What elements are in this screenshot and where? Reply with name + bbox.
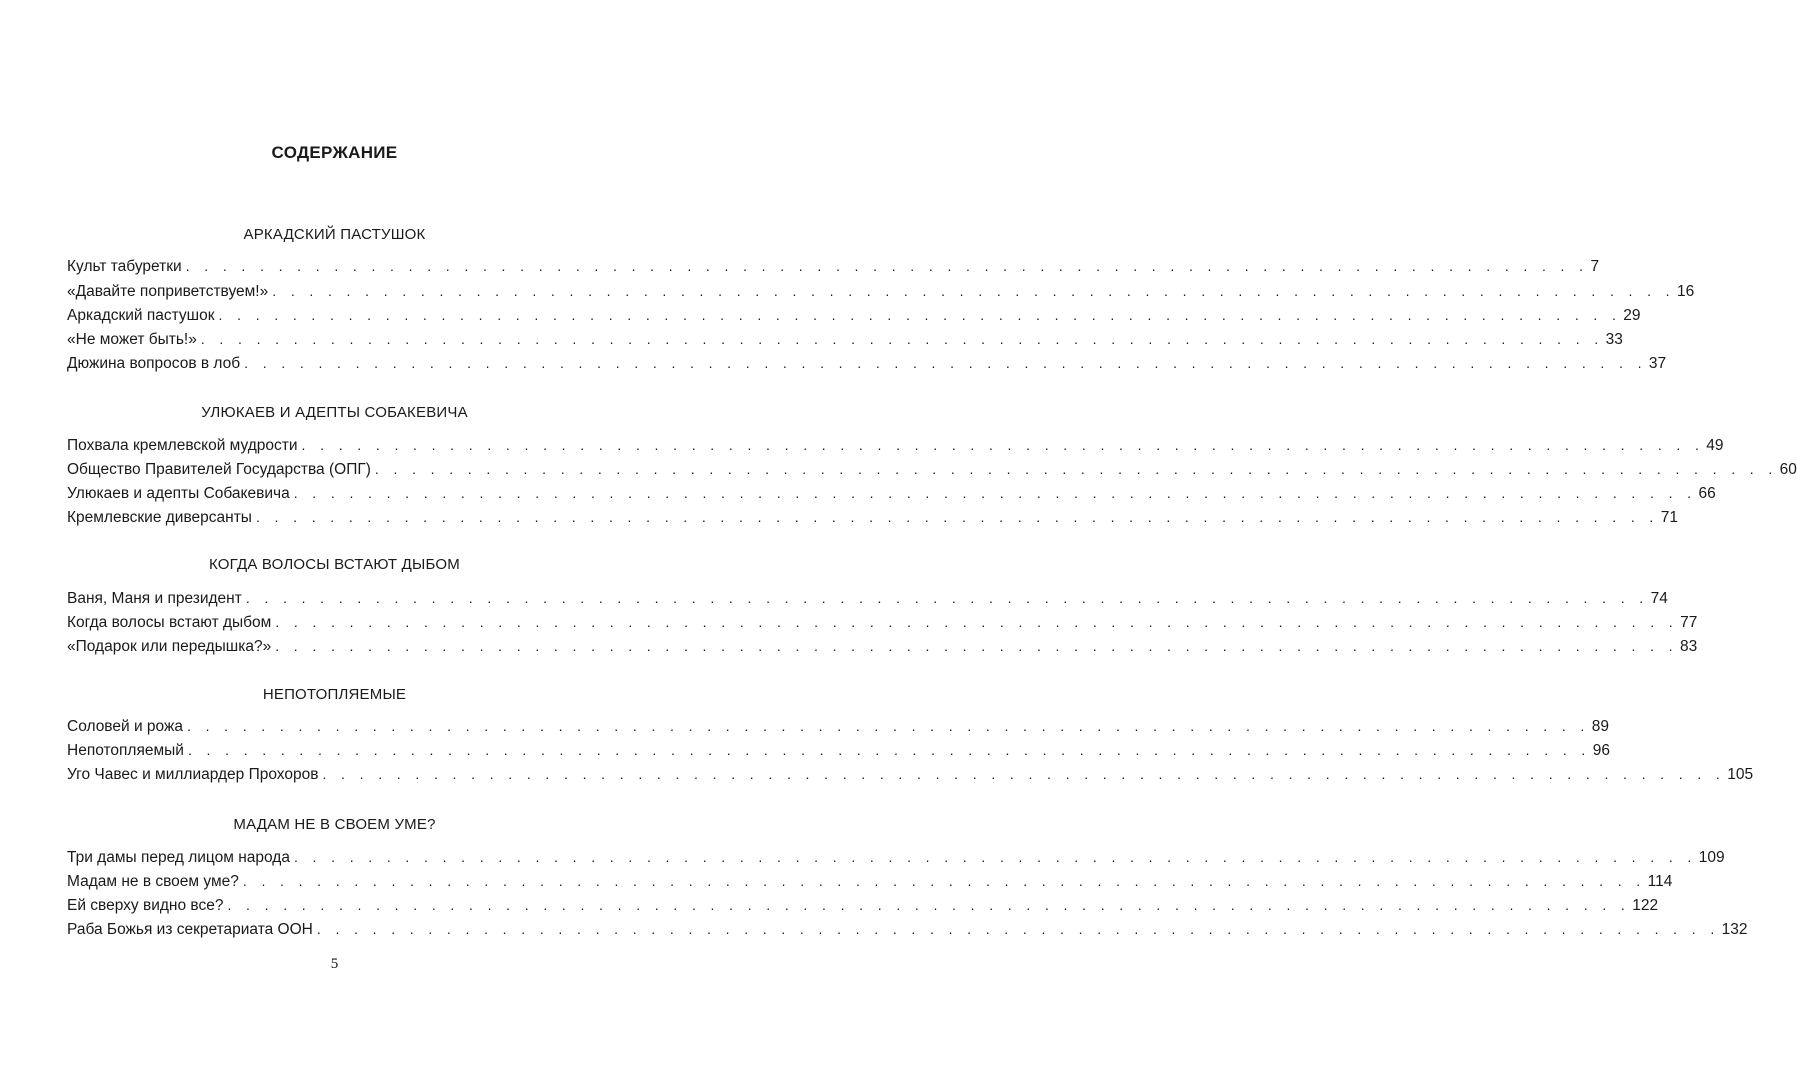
dot-leader: . . . . . . . . . . . . . . . . . . . . . . . . . . . . . . . . . . . . . . . . . . . . . . . . . . . . . . . . . . . . . . . . . . . . . . . . . . . . <box>200 331 1604 347</box>
dot-leader: . . . . . . . . . . . . . . . . . . . . . . . . . . . . . . . . . . . . . . . . . . . . . . . . . . . . . . . . . . . . . . . . . . . . . . . . . . . . <box>293 485 1697 501</box>
toc-entry-title: Три дамы перед лицом народа <box>67 849 290 866</box>
section-heading: АРКАДСКИЙ ПАСТУШОК <box>243 226 426 243</box>
dot-leader: . . . . . . . . . . . . . . . . . . . . . . . . . . . . . . . . . . . . . . . . . . . . . . . . . . . . . . . . . . . . . . . . . . . . . . . . . . . . <box>316 921 1720 937</box>
dot-leader: . . . . . . . . . . . . . . . . . . . . . . . . . . . . . . . . . . . . . . . . . . . . . . . . . . . . . . . . . . . . . . . . . . . . . . . . . . . . <box>275 638 1678 654</box>
toc-entry <box>67 742 1610 764</box>
toc-entry-title: «Подарок или передышка?» <box>67 638 272 655</box>
toc-entry-title: «Давайте поприветствуем!» <box>67 283 269 300</box>
dot-leader: . . . . . . . . . . . . . . . . . . . . . . . . . . . . . . . . . . . . . . . . . . . . . . . . . . . . . . . . . . . . . . . . . . . . . . . . . . . . <box>187 742 1591 758</box>
toc-entry-title: Ваня, Маня и президент <box>67 590 242 607</box>
dot-leader: . . . . . . . . . . . . . . . . . . . . . . . . . . . . . . . . . . . . . . . . . . . . . . . . . . . . . . . . . . . . . . . . . . . . . . . . . . . . <box>322 766 1726 782</box>
toc-entry <box>67 873 1673 895</box>
toc-entry-page: 132 <box>1721 921 1748 938</box>
toc-entry <box>67 283 1695 305</box>
dot-leader: . . . . . . . . . . . . . . . . . . . . . . . . . . . . . . . . . . . . . . . . . . . . . . . . . . . . . . . . . . . . . . . . . . . . . . . . . . . . <box>293 849 1697 865</box>
dot-leader: . . . . . . . . . . . . . . . . . . . . . . . . . . . . . . . . . . . . . . . . . . . . . . . . . . . . . . . . . . . . . . . . . . . . . . . . . . . . <box>255 509 1659 525</box>
toc-entry-title: Непотопляемый <box>67 742 184 759</box>
toc-entry-page: 49 <box>1706 437 1724 454</box>
toc-entry-page: 77 <box>1680 614 1698 631</box>
toc-entry-page: 29 <box>1623 307 1641 324</box>
dot-leader: . . . . . . . . . . . . . . . . . . . . . . . . . . . . . . . . . . . . . . . . . . . . . . . . . . . . . . . . . . . . . . . . . . . . . . . . . . . . <box>218 307 1622 323</box>
section-heading: НЕПОТОПЛЯЕМЫЕ <box>262 686 407 703</box>
dot-leader: . . . . . . . . . . . . . . . . . . . . . . . . . . . . . . . . . . . . . . . . . . . . . . . . . . . . . . . . . . . . . . . . . . . . . . . . . . . . <box>301 437 1705 453</box>
page-title: СОДЕРЖАНИЕ <box>271 143 398 162</box>
toc-entry <box>67 590 1668 612</box>
section-heading: МАДАМ НЕ В СВОЕМ УМЕ? <box>233 816 436 833</box>
toc-entry-page: 83 <box>1679 638 1698 655</box>
toc-entry-page: 105 <box>1727 766 1754 783</box>
toc-entry <box>67 307 1641 329</box>
toc-entry <box>67 921 1748 943</box>
toc-entry-title: Когда волосы встают дыбом <box>67 614 272 631</box>
dot-leader: . . . . . . . . . . . . . . . . . . . . . . . . . . . . . . . . . . . . . . . . . . . . . . . . . . . . . . . . . . . . . . . . . . . . . . . . . . . . <box>374 461 1778 477</box>
toc-entry-page: 89 <box>1591 718 1609 735</box>
toc-entry-page: 122 <box>1632 897 1659 914</box>
toc-entry-page: 7 <box>1590 258 1600 275</box>
toc-entry-page: 71 <box>1660 509 1678 526</box>
section-heading: КОГДА ВОЛОСЫ ВСТАЮТ ДЫБОМ <box>209 556 460 573</box>
toc-entry-title: Улюкаев и адепты Собакевича <box>67 485 290 502</box>
toc-entry-title: «Не может быть!» <box>67 331 197 348</box>
toc-entry <box>67 766 1754 788</box>
toc-entry-title: Уго Чавес и миллиардер Прохоров <box>67 766 319 783</box>
section-heading: УЛЮКАЕВ И АДЕПТЫ СОБАКЕВИЧА <box>201 404 468 421</box>
toc-entry <box>67 331 1623 353</box>
dot-leader: . . . . . . . . . . . . . . . . . . . . . . . . . . . . . . . . . . . . . . . . . . . . . . . . . . . . . . . . . . . . . . . . . . . . . . . . . . . . <box>244 355 1647 371</box>
toc-entry <box>67 485 1716 507</box>
toc-entry-title: Похвала кремлевской мудрости <box>67 437 298 454</box>
dot-leader: . . . . . . . . . . . . . . . . . . . . . . . . . . . . . . . . . . . . . . . . . . . . . . . . . . . . . . . . . . . . . . . . . . . . . . . . . . . . <box>245 590 1649 606</box>
toc-entry-title: Дюжина вопросов в лоб <box>67 355 241 372</box>
toc-entry <box>67 437 1724 459</box>
toc-entry <box>67 614 1698 636</box>
toc-entry-title: Аркадский пастушок <box>67 307 215 324</box>
dot-leader: . . . . . . . . . . . . . . . . . . . . . . . . . . . . . . . . . . . . . . . . . . . . . . . . . . . . . . . . . . . . . . . . . . . . . . . . . . . . <box>227 897 1631 913</box>
toc-entry-title: Раба Божья из секретариата ООН <box>67 921 313 938</box>
toc-entry <box>67 355 1667 377</box>
toc-entry-page: 109 <box>1698 849 1725 866</box>
toc-entry-page: 37 <box>1648 355 1667 372</box>
toc-entry-title: Культ табуретки <box>67 258 182 275</box>
toc-entry-page: 16 <box>1676 283 1695 300</box>
toc-entry <box>67 461 1797 483</box>
toc-entry <box>67 718 1609 740</box>
dot-leader: . . . . . . . . . . . . . . . . . . . . . . . . . . . . . . . . . . . . . . . . . . . . . . . . . . . . . . . . . . . . . . . . . . . . . . . . . . . . <box>242 873 1646 889</box>
toc-entry-page: 96 <box>1592 742 1610 759</box>
dot-leader: . . . . . . . . . . . . . . . . . . . . . . . . . . . . . . . . . . . . . . . . . . . . . . . . . . . . . . . . . . . . . . . . . . . . . . . . . . . . <box>272 283 1675 299</box>
toc-entry-title: Общество Правителей Государства (ОПГ) <box>67 461 371 478</box>
toc-entry-title: Мадам не в своем уме? <box>67 873 239 890</box>
page-number: 5 <box>330 956 339 972</box>
toc-entry <box>67 849 1725 871</box>
dot-leader: . . . . . . . . . . . . . . . . . . . . . . . . . . . . . . . . . . . . . . . . . . . . . . . . . . . . . . . . . . . . . . . . . . . . . . . . . . . . <box>275 614 1679 630</box>
toc-entry <box>67 897 1659 919</box>
toc-entry-title: Ей сверху видно все? <box>67 897 224 914</box>
toc-entry-page: 114 <box>1647 873 1673 890</box>
dot-leader: . . . . . . . . . . . . . . . . . . . . . . . . . . . . . . . . . . . . . . . . . . . . . . . . . . . . . . . . . . . . . . . . . . . . . . . . . . . . <box>185 258 1589 274</box>
toc-entry-page: 33 <box>1605 331 1623 348</box>
toc-entry <box>67 638 1698 660</box>
toc-entry-page: 74 <box>1650 590 1668 607</box>
toc-entry <box>67 509 1678 531</box>
toc-entry-title: Кремлевские диверсанты <box>67 509 252 526</box>
toc-entry-page: 66 <box>1698 485 1716 502</box>
toc-entry-title: Соловей и рожа <box>67 718 183 735</box>
toc-entry <box>67 258 1600 280</box>
dot-leader: . . . . . . . . . . . . . . . . . . . . . . . . . . . . . . . . . . . . . . . . . . . . . . . . . . . . . . . . . . . . . . . . . . . . . . . . . . . . <box>186 718 1590 734</box>
toc-entry-page: 60 <box>1779 461 1797 478</box>
